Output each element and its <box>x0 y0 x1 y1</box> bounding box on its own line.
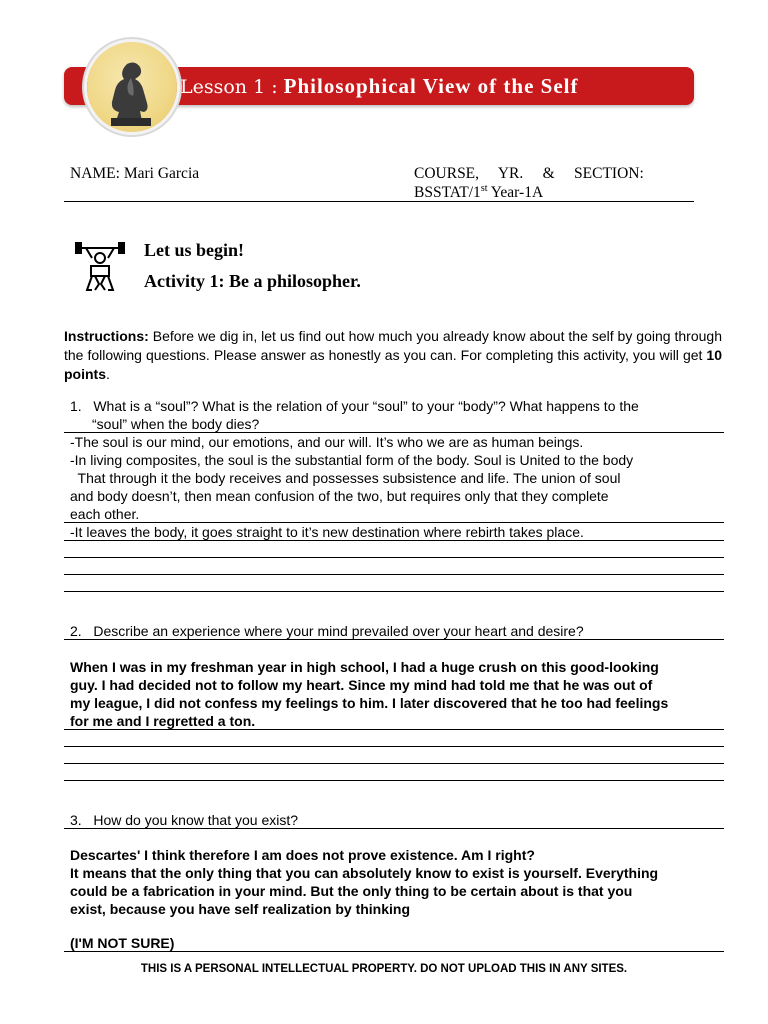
lesson-title: Lesson 1 : Philosophical View of the Self <box>180 74 579 98</box>
answer-1-line: -It leaves the body, it goes straight to it’s new destination where rebirth takes place. <box>70 524 584 540</box>
answer-1-line: -The soul is our mind, our emotions, and our will. It’s who we are as human beings. <box>70 434 584 450</box>
answer-3-line: Descartes' I think therefore I am does not prove existence. Am I right? <box>70 847 535 863</box>
question-1: 1. What is a “soul”? What is the relation of your “soul” to your “body”? What happens to the <box>70 398 639 414</box>
answer-1-line: That through it the body receives and possesses subsistence and life. The union of soul <box>70 470 621 486</box>
answer-1-line: each other. <box>70 506 140 522</box>
question-3: 3. How do you know that you exist? <box>70 812 299 828</box>
lesson-topic: Philosophical View of the Self <box>283 74 579 98</box>
course-section-value: BSSTAT/1st Year-1A <box>414 183 544 202</box>
thinker-statue-icon <box>87 42 177 132</box>
answer-3-note: (I'M NOT SURE) <box>70 935 175 951</box>
answer-3-line: exist, because you have self realization by thinking <box>70 901 410 917</box>
answer-2-line: my league, I did not confess my feelings to him. I later discovered that he too had feelings <box>70 695 669 711</box>
question-2: 2. Describe an experience where your mind prevailed over your heart and desire? <box>70 623 584 639</box>
course-section-label: COURSE, YR. & SECTION: <box>414 165 644 182</box>
weightlifter-icon <box>72 240 128 296</box>
activity-title: Activity 1: Be a philosopher. <box>144 271 361 291</box>
instructions: Instructions: Before we dig in, let us find out how much you already know about the self by going through the following questions. Please answer as honestly as you can. For completing this activity, you will get 10 points. <box>64 328 722 382</box>
activity-intro: Let us begin! <box>144 240 245 260</box>
answer-2-line: guy. I had decided not to follow my heart. Since my mind had told me that he was out of <box>70 677 653 693</box>
name-divider <box>64 201 694 202</box>
answer-2-line: for me and I regretted a ton. <box>70 713 256 729</box>
student-name: NAME: Mari Garcia <box>70 165 200 182</box>
question-1-cont: “soul” when the body dies? <box>92 416 260 432</box>
answer-2-line: When I was in my freshman year in high school, I had a huge crush on this good-looking <box>70 659 659 675</box>
answer-1-line: and body doesn’t, then mean confusion of the two, but requires only that they complete <box>70 488 609 504</box>
answer-1-line: -In living composites, the soul is the substantial form of the body. Soul is United to the body <box>70 452 634 468</box>
copyright-notice: THIS IS A PERSONAL INTELLECTUAL PROPERTY. DO NOT UPLOAD THIS IN ANY SITES. <box>140 963 628 975</box>
answer-3-line: could be a fabrication in your mind. But the only thing to be certain about is that you <box>70 883 633 899</box>
answer-3-line: It means that the only thing that you can absolutely know to exist is yourself. Everything <box>70 865 659 881</box>
lesson-number: Lesson 1 <box>180 76 266 98</box>
